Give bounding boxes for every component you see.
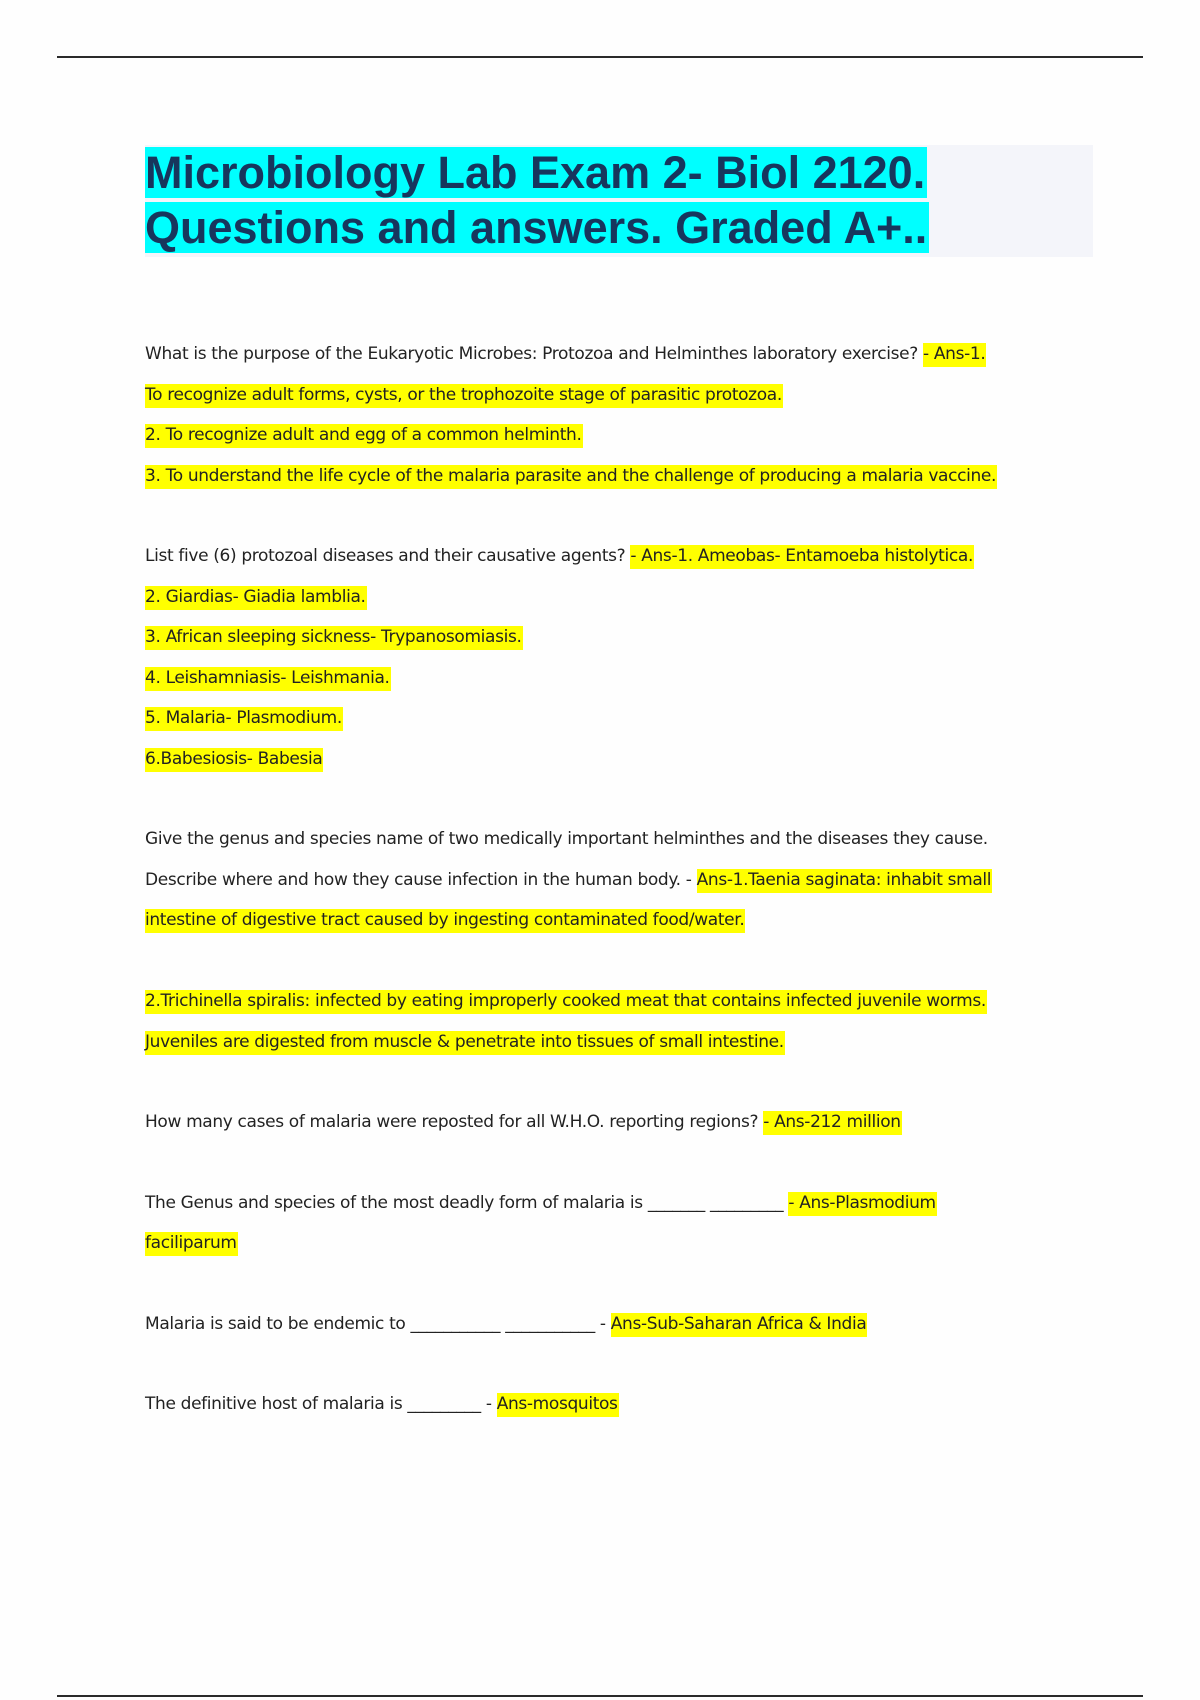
- qa-item-purpose: [145, 334, 1085, 496]
- answer-text: Ans-1.Taenia saginata: inhabit small: [697, 869, 993, 893]
- qa-content: [145, 334, 1085, 1465]
- question-text: The Genus and species of the most deadly form of malaria is _______ _________: [145, 1192, 784, 1213]
- question-text: Malaria is said to be endemic to ___________ ___________: [145, 1313, 595, 1334]
- question-line: [145, 860, 1085, 901]
- question-text: What is the purpose of the Eukaryotic Microbes: Protozoa and Helminthes laboratory exercise?: [145, 344, 918, 364]
- title-block: [145, 145, 1093, 257]
- separator: -: [594, 1313, 611, 1334]
- answer-line: [145, 981, 1085, 1022]
- answer-line: [145, 577, 1085, 618]
- question-line: [145, 536, 1085, 577]
- qa-item-malaria-cases: [145, 1102, 1085, 1143]
- separator: -: [480, 1394, 497, 1414]
- answer-text: 5. Malaria- Plasmodium.: [145, 707, 343, 731]
- qa-item-definitive-host: [145, 1384, 1085, 1425]
- answer-text: - Ans-Plasmodium: [788, 1192, 936, 1216]
- question-line: [145, 1304, 1085, 1345]
- question-line: [145, 1102, 1085, 1143]
- title-line-2: Questions and answers. Graded A+..: [145, 202, 928, 253]
- paragraph-gap: [145, 941, 1085, 982]
- answer-text: 2. To recognize adult and egg of a common helminth.: [145, 424, 583, 448]
- question-text: Give the genus and species name of two medically important helminthes and the diseases they cause.: [145, 829, 988, 849]
- answer-text: Ans-Sub-Saharan Africa & India: [611, 1313, 868, 1337]
- answer-line: [145, 739, 1085, 780]
- answer-line: [145, 415, 1085, 456]
- title-line-1: Microbiology Lab Exam 2- Biol 2120.: [145, 147, 926, 198]
- answer-text: intestine of digestive tract caused by ingesting contaminated food/water.: [145, 909, 745, 933]
- answer-line: [145, 375, 1085, 416]
- bottom-rule: [57, 1695, 1143, 1697]
- question-line: [145, 1183, 1085, 1224]
- answer-text: - Ans-1.: [923, 343, 986, 367]
- answer-line: [145, 698, 1085, 739]
- answer-text: - Ans-212 million: [763, 1111, 901, 1135]
- answer-line: [145, 900, 1085, 941]
- question-line: [145, 334, 1085, 375]
- qa-item-malaria-endemic: [145, 1304, 1085, 1345]
- answer-text: 2.Trichinella spiralis: infected by eating improperly cooked meat that contains infected juvenile worms.: [145, 990, 987, 1014]
- answer-line: [145, 1022, 1085, 1063]
- answer-text: 6.Babesiosis- Babesia: [145, 748, 323, 772]
- qa-item-protozoal-diseases: [145, 536, 1085, 779]
- answer-text: 2. Giardias- Giadia lamblia.: [145, 586, 367, 610]
- question-text: List five (6) protozoal diseases and their causative agents?: [145, 546, 626, 566]
- answer-line: [145, 1223, 1085, 1264]
- answer-line: [145, 456, 1085, 497]
- question-text: How many cases of malaria were reposted for all W.H.O. reporting regions?: [145, 1112, 759, 1132]
- question-text: Describe where and how they cause infection in the human body.: [145, 869, 681, 890]
- qa-item-deadly-malaria: [145, 1183, 1085, 1264]
- question-line: [145, 1384, 1085, 1425]
- document-title: [145, 145, 1093, 255]
- answer-text: 3. To understand the life cycle of the malaria parasite and the challenge of producing a malaria vaccine.: [145, 465, 997, 489]
- answer-line: [145, 617, 1085, 658]
- top-rule: [57, 56, 1143, 58]
- answer-text: faciliparum: [145, 1232, 238, 1256]
- answer-line: [145, 658, 1085, 699]
- answer-text: Juveniles are digested from muscle & penetrate into tissues of small intestine.: [145, 1031, 785, 1055]
- qa-item-helminthes: [145, 819, 1085, 1062]
- question-text: The definitive host of malaria is _________: [145, 1394, 481, 1414]
- question-line: [145, 819, 1085, 860]
- separator: -: [680, 869, 697, 890]
- answer-text: 4. Leishamniasis- Leishmania.: [145, 667, 391, 691]
- answer-text: - Ans-1. Ameobas- Entamoeba histolytica.: [630, 545, 974, 569]
- answer-text: To recognize adult forms, cysts, or the trophozoite stage of parasitic protozoa.: [145, 384, 783, 408]
- answer-text: 3. African sleeping sickness- Trypanosomiasis.: [145, 626, 523, 650]
- answer-text: Ans-mosquitos: [497, 1393, 619, 1417]
